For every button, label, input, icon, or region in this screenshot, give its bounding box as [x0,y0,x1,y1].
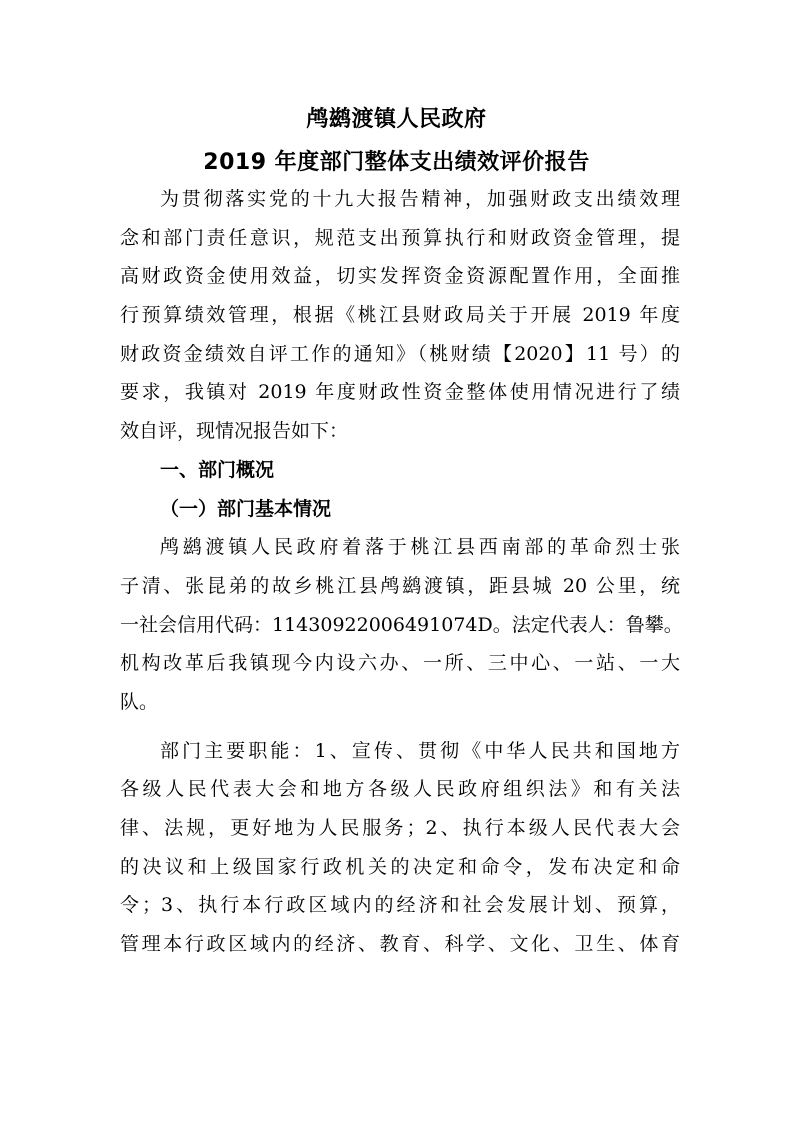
document-title-line2: 2019 年度部门整体支出绩效评价报告 [203,150,590,175]
paragraph-line: 机构改革后我镇现今内设六办、一所、三中心、一站、一大 [120,652,680,675]
paragraph-line: 财政资金绩效自评工作的通知》（桃财绩【2020】11 号）的 [120,342,680,365]
section-heading: 一、部门概况 [160,458,275,481]
paragraph-line: 高财政资金使用效益，切实发挥资金资源配置作用，全面推 [120,265,680,288]
paragraph-line: 令；3、执行本行政区域内的经济和社会发展计划、预算， [120,894,680,917]
basic-info-paragraph [120,528,683,721]
intro-paragraph [120,180,680,451]
document-body [120,180,683,964]
paragraph-line: 律、法规，更好地为人民服务；2、执行本级人民代表大会 [120,817,680,839]
paragraph-line: 效自评，现情况报告如下： [120,420,349,443]
paragraph-line: 行预算绩效管理，根据《桃江县财政局关于开展 2019 年度 [120,304,680,327]
paragraph-line: 管理本行政区域内的经济、教育、科学、文化、卫生、体育 [120,933,680,956]
paragraph-line: 队。 [120,690,159,713]
paragraph-line: 念和部门责任意识，规范支出预算执行和财政资金管理，提 [120,226,680,249]
paragraph-line: 为贯彻落实党的十九大报告精神，加强财政支出绩效理 [160,188,680,210]
paragraph-line: 要求，我镇对 2019 年度财政性资金整体使用情况进行了绩 [120,381,680,404]
subsection-heading: （一）部门基本情况 [160,497,332,520]
functions-paragraph [120,732,680,964]
paragraph-gap [120,722,680,732]
document-title-line1: 鸬鹚渡镇人民政府 [306,107,487,132]
paragraph-line: 鸬鹚渡镇人民政府着落于桃江县西南部的革命烈士张 [160,536,680,559]
paragraph-line: 部门主要职能：1、宣传、贯彻《中华人民共和国地方 [160,739,680,762]
paragraph-line: 一社会信用代码：11430922006491074D。法定代表人：鲁攀。 [120,613,683,636]
paragraph-line: 的决议和上级国家行政机关的决定和命令，发布决定和命 [120,855,680,878]
paragraph-line: 各级人民代表大会和地方各级人民政府组织法》和有关法 [120,778,680,801]
paragraph-line: 子清、张昆弟的故乡桃江县鸬鹚渡镇，距县城 20 公里，统 [120,574,680,597]
